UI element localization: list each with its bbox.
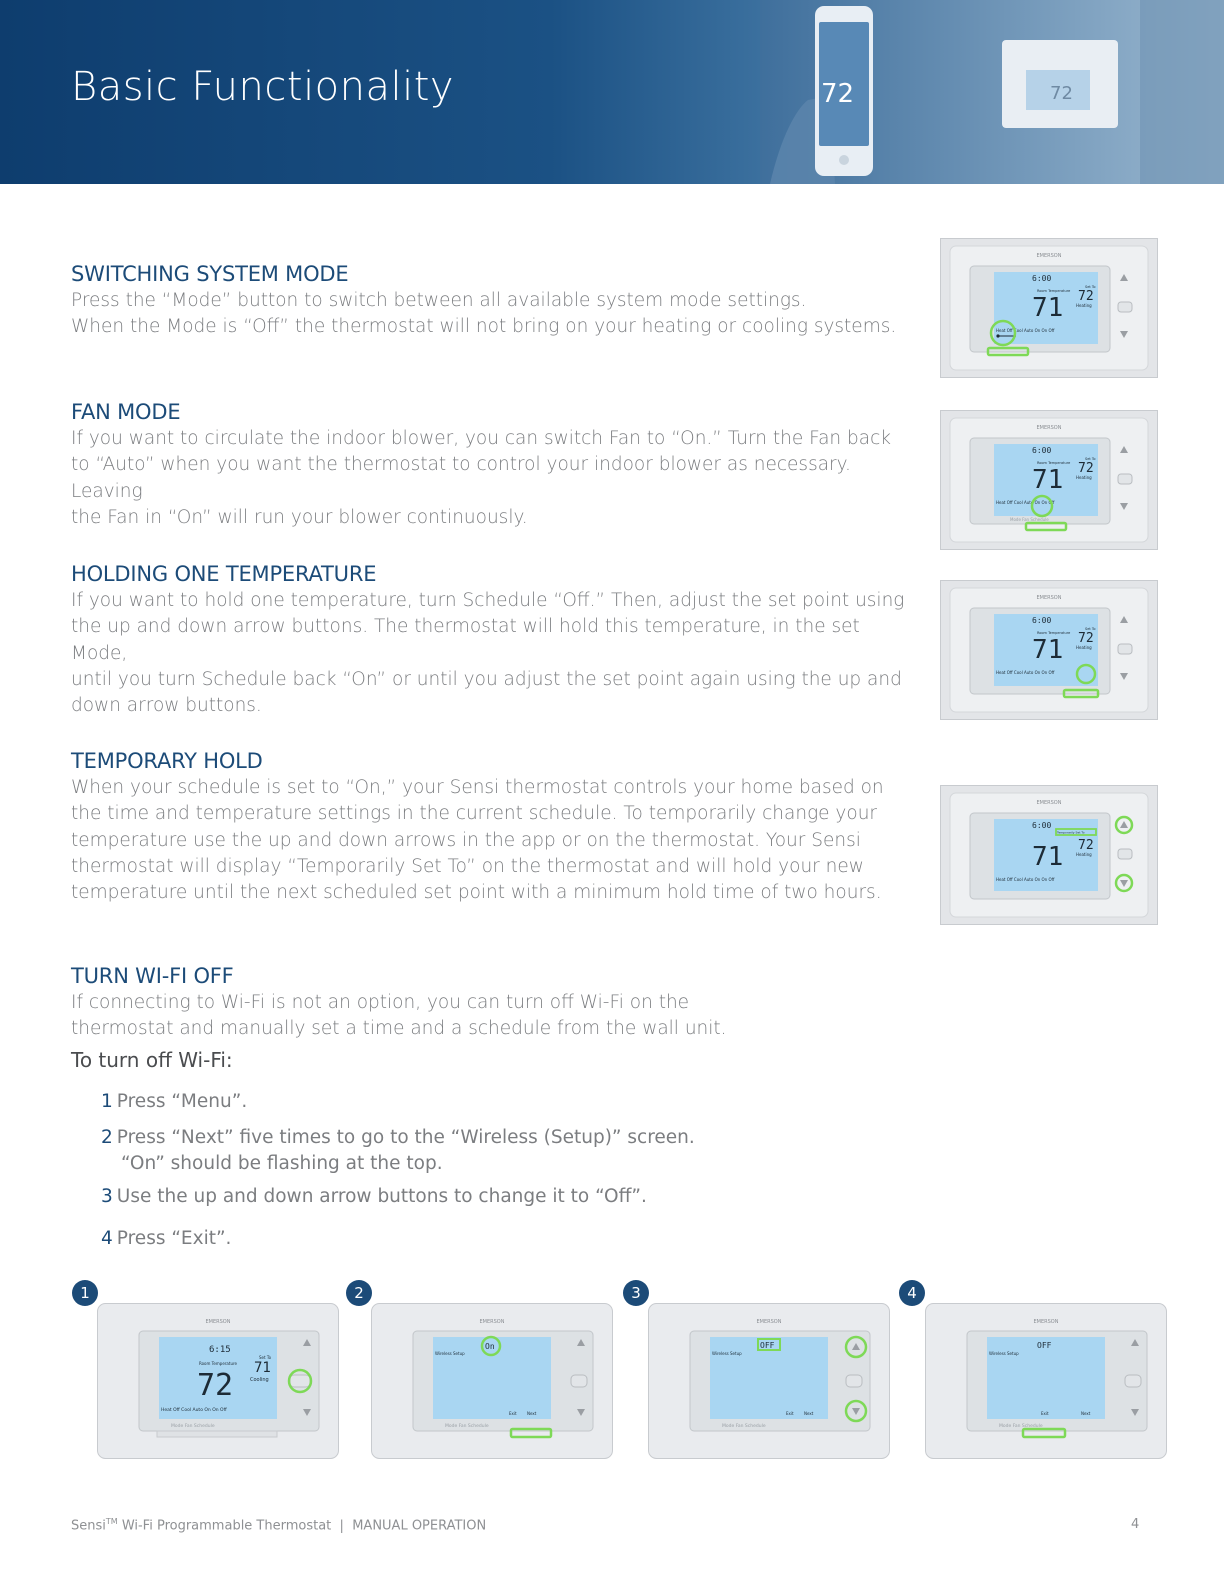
svg-text:Heat Off Cool Auto On On: Heat Off Cool Auto On On Off	[996, 877, 1055, 882]
step-text: Press “Exit”.	[116, 1228, 232, 1249]
svg-text:6:00: 6:00	[1032, 446, 1052, 455]
page-title: Basic Functionality	[71, 64, 455, 110]
wall-thermostat-image	[1002, 40, 1118, 128]
svg-text:EMERSON: EMERSON	[1036, 425, 1062, 431]
svg-text:Heating: Heating	[1076, 475, 1092, 480]
step-badge-1: 1	[72, 1280, 98, 1306]
thermostat-image-schedule	[940, 580, 1158, 720]
section-line: If you want to hold one temperature, turn Schedule “Off.” Then, adjust the set point using	[71, 590, 905, 611]
section-heading: SWITCHING SYSTEM MODE	[71, 262, 349, 286]
svg-text:71: 71	[254, 1360, 271, 1376]
thermostat-step-2	[371, 1303, 613, 1459]
svg-text:6:00: 6:00	[1032, 821, 1052, 830]
svg-text:Mode Fan Sch: Mode Fan Schedule	[1010, 517, 1049, 522]
svg-text:Next: Next	[804, 1411, 814, 1416]
step-number: 3	[101, 1186, 113, 1207]
section-line: temperature use the up and down arrows in the app or on the thermostat. Your Sensi	[71, 829, 861, 851]
section-fan-mode	[71, 398, 911, 531]
step-badge-4: 4	[899, 1280, 925, 1306]
section-turn-wifi-off	[71, 962, 911, 1043]
page-number: 4	[1131, 1517, 1140, 1532]
svg-text:Mode Fan Sch: Mode Fan Schedule	[999, 1424, 1043, 1429]
section-line: If connecting to Wi-Fi is not an option, you can turn off Wi-Fi on the	[71, 992, 690, 1013]
svg-text:72: 72	[821, 79, 855, 109]
footer-section: MANUAL OPERATION	[352, 1518, 487, 1534]
header-banner	[0, 0, 1224, 184]
svg-text:Wireless Setup: Wireless Setup	[435, 1351, 465, 1356]
section-line: If you want to circulate the indoor blower, you can switch Fan to “On.” Turn the Fan back	[71, 428, 891, 449]
svg-text:EMERSON: EMERSON	[205, 1319, 231, 1325]
thermostat-step-3	[648, 1303, 890, 1459]
svg-text:Set To: Set To	[259, 1355, 272, 1360]
svg-text:Exit: Exit	[786, 1411, 794, 1416]
footer-brand: Sensi	[71, 1518, 106, 1534]
step-number: 1	[101, 1091, 113, 1112]
section-temporary-hold	[71, 747, 911, 906]
svg-text:Room Temperature: Room Temperature	[1037, 631, 1071, 635]
svg-text:72: 72	[1050, 83, 1073, 104]
svg-text:72: 72	[1078, 461, 1094, 476]
step-item	[101, 1089, 247, 1115]
section-line: until you turn Schedule back “On” or until you adjust the set point again using the up and	[71, 668, 902, 690]
footer-separator: |	[339, 1518, 344, 1534]
section-line: Press the “Mode” button to switch between all available system mode settings.	[71, 290, 807, 311]
section-line: When the Mode is “Off” the thermostat will not bring on your heating or cooling systems.	[71, 316, 897, 338]
svg-text:72: 72	[1078, 838, 1094, 853]
svg-text:EMERSON: EMERSON	[1036, 800, 1062, 806]
svg-text:Set To: Set To	[1085, 285, 1096, 289]
step-text: Use the up and down arrow buttons to change it to “Off”.	[116, 1186, 647, 1207]
thermostat-image-mode	[940, 238, 1158, 378]
section-line: the up and down arrow buttons. The thermostat will hold this temperature, in the set Mode,	[71, 616, 860, 664]
wifi-off-subhead: To turn off Wi-Fi:	[71, 1048, 233, 1072]
section-heading: TEMPORARY HOLD	[71, 749, 263, 773]
step-continuation	[121, 1151, 443, 1177]
svg-text:On: On	[485, 1342, 495, 1351]
svg-text:OFF: OFF	[760, 1341, 775, 1350]
step-text: Press “Next” five times to go to the “Wireless (Setup)” screen.	[116, 1127, 695, 1148]
svg-text:EMERSON: EMERSON	[1036, 595, 1062, 601]
svg-text:6:00: 6:00	[1032, 274, 1052, 283]
svg-text:Mode Fan Sch: Mode Fan Schedule	[722, 1424, 766, 1429]
svg-text:Mode Fan Sch: Mode Fan Schedule	[171, 1424, 215, 1429]
step-number: 4	[101, 1228, 113, 1249]
section-heading: HOLDING ONE TEMPERATURE	[71, 562, 377, 586]
step-text: Press “Menu”.	[116, 1091, 248, 1112]
svg-text:Heating: Heating	[1076, 303, 1092, 308]
footer-product: Wi-Fi Programmable Thermostat	[121, 1518, 332, 1534]
svg-text:Heating: Heating	[1076, 852, 1092, 857]
section-line: the time and temperature settings in the current schedule. To temporarily change your	[71, 803, 878, 825]
svg-text:Heat Off Cool Auto On On: Heat Off Cool Auto On On Off	[996, 670, 1055, 675]
svg-text:Heating: Heating	[1076, 645, 1092, 650]
svg-text:Exit: Exit	[1041, 1411, 1049, 1416]
step-item	[101, 1184, 647, 1210]
svg-text:71: 71	[1032, 465, 1064, 495]
svg-text:EMERSON: EMERSON	[1033, 1319, 1059, 1325]
svg-text:72: 72	[1078, 631, 1094, 646]
section-heading: TURN WI-FI OFF	[71, 964, 234, 988]
phone-image	[815, 6, 873, 176]
section-line: to “Auto” when you want the thermostat to control your indoor blower as necessary. Leaving	[71, 454, 851, 502]
footer	[71, 1517, 486, 1533]
svg-text:Mode Fan Sch: Mode Fan Schedule	[445, 1424, 489, 1429]
footer-tm: TM	[105, 1517, 118, 1526]
svg-text:Room Temperature: Room Temperature	[1037, 461, 1071, 465]
svg-text:Wireless Setup: Wireless Setup	[989, 1351, 1019, 1356]
step-text: “On” should be flashing at the top.	[121, 1153, 443, 1174]
step-badge-3: 3	[623, 1280, 649, 1306]
svg-text:Room Temperature: Room Temperature	[199, 1361, 237, 1366]
section-holding-one-temperature	[71, 560, 911, 719]
svg-text:6:15: 6:15	[209, 1345, 231, 1355]
svg-text:Heat Off Cool Auto On On: Heat Off Cool Auto On On Off	[996, 500, 1055, 505]
svg-text:Heat Off Cool Auto On O: Heat Off Cool Auto On On Off	[161, 1408, 227, 1413]
section-line: down arrow buttons.	[71, 695, 262, 717]
header-photo	[760, 0, 1224, 184]
section-line: temperature until the next scheduled set point with a minimum hold time of two hours.	[71, 882, 882, 904]
step-item	[101, 1226, 231, 1252]
svg-text:71: 71	[1032, 635, 1064, 665]
step-badge-2: 2	[346, 1280, 372, 1306]
svg-text:Exit: Exit	[509, 1411, 517, 1416]
svg-text:Cooling: Cooling	[250, 1377, 269, 1383]
section-switching-system-mode	[71, 260, 911, 341]
svg-text:Heat Off Cool Auto On On: Heat Off Cool Auto On On Off	[996, 328, 1055, 333]
thermostat-image-temporary	[940, 785, 1158, 925]
thermostat-step-4	[925, 1303, 1167, 1459]
svg-text:EMERSON: EMERSON	[479, 1319, 505, 1325]
section-line: the Fan in “On” will run your blower continuously.	[71, 506, 528, 528]
svg-text:Next: Next	[1081, 1411, 1091, 1416]
svg-text:6:00: 6:00	[1032, 616, 1052, 625]
step-item	[101, 1125, 695, 1151]
svg-text:EMERSON: EMERSON	[756, 1319, 782, 1325]
section-heading: FAN MODE	[71, 400, 181, 424]
svg-text:Next: Next	[527, 1411, 537, 1416]
thermostat-step-1	[97, 1303, 339, 1459]
svg-text:OFF: OFF	[1037, 1341, 1052, 1350]
section-line: thermostat and manually set a time and a schedule from the wall unit.	[71, 1018, 727, 1040]
svg-text:Wireless Setup: Wireless Setup	[712, 1351, 742, 1356]
svg-text:Set To: Set To	[1085, 627, 1096, 631]
svg-text:Room Temperature: Room Temperature	[1037, 289, 1071, 293]
svg-text:72: 72	[197, 1368, 234, 1403]
svg-text:EMERSON: EMERSON	[1036, 253, 1062, 259]
section-line: thermostat will display “Temporarily Set To” on the thermostat and will hold your new	[71, 855, 864, 877]
svg-text:72: 72	[1078, 289, 1094, 304]
svg-text:71: 71	[1032, 842, 1064, 872]
section-line: When your schedule is set to “On,” your Sensi thermostat controls your home based on	[71, 777, 884, 798]
svg-text:71: 71	[1032, 293, 1064, 323]
svg-text:Temporarily Set To: Temporarily Set To	[1057, 830, 1085, 835]
svg-text:Set To: Set To	[1085, 457, 1096, 461]
thermostat-image-fan	[940, 410, 1158, 550]
step-number: 2	[101, 1127, 113, 1148]
